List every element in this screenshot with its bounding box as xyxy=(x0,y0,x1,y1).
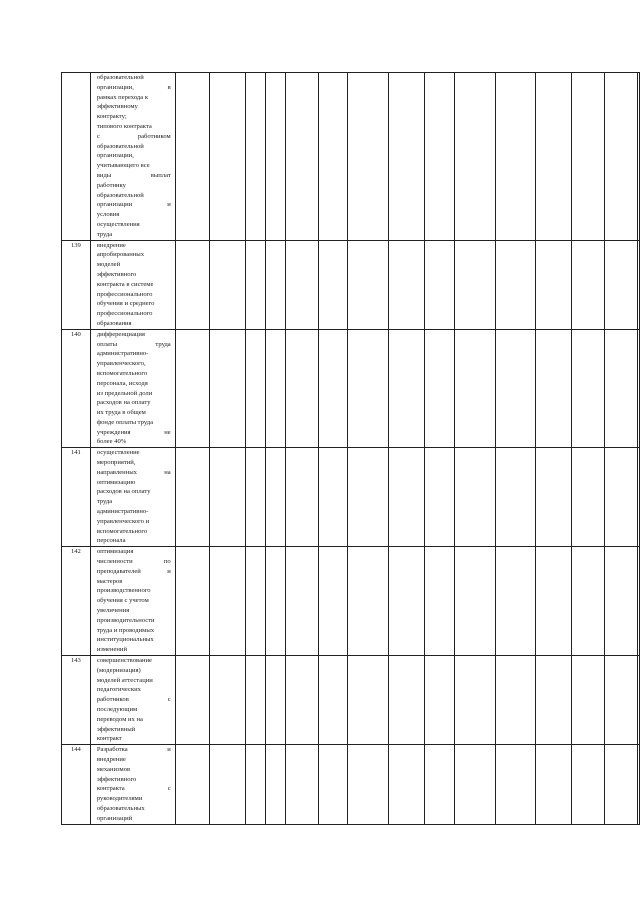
description-line xyxy=(94,507,173,517)
description-text: переводом их на xyxy=(96,715,143,723)
empty-cell xyxy=(285,240,319,329)
description-line xyxy=(94,517,173,527)
description-text: и xyxy=(167,567,171,575)
empty-cell xyxy=(454,656,495,745)
empty-cell xyxy=(246,240,266,329)
description-text: контракту; xyxy=(96,113,127,121)
description-text: эффективного xyxy=(96,775,137,783)
empty-cell xyxy=(347,240,388,329)
description-text: производительности xyxy=(96,616,155,624)
empty-cell xyxy=(175,240,210,329)
description-line xyxy=(94,586,173,596)
measure-description xyxy=(90,240,175,329)
empty-cell xyxy=(496,240,535,329)
description-line xyxy=(94,616,173,626)
empty-cell xyxy=(175,656,210,745)
empty-cell xyxy=(389,448,425,547)
description-line xyxy=(94,775,173,785)
empty-cell xyxy=(175,448,210,547)
empty-cell xyxy=(637,745,639,824)
description-text: по xyxy=(163,558,171,566)
description-line xyxy=(94,487,173,497)
measure-description xyxy=(90,547,175,656)
description-line xyxy=(94,132,173,142)
empty-cell xyxy=(246,448,266,547)
description-line xyxy=(94,596,173,606)
description-text: персонала xyxy=(96,537,126,545)
description-line xyxy=(94,250,173,260)
empty-cell xyxy=(424,329,454,448)
empty-cell xyxy=(210,329,246,448)
empty-cell xyxy=(535,656,572,745)
row-number: 139 xyxy=(62,240,91,329)
description-text: учреждения xyxy=(96,428,131,436)
empty-cell xyxy=(424,547,454,656)
row-number: 140 xyxy=(62,329,91,448)
empty-cell xyxy=(175,547,210,656)
table-row xyxy=(62,547,640,656)
empty-cell xyxy=(265,73,285,241)
description-text: мероприятий, xyxy=(96,459,136,467)
description-line xyxy=(94,666,173,676)
description-line xyxy=(94,794,173,804)
measure-description xyxy=(90,329,175,448)
empty-cell xyxy=(572,240,605,329)
empty-cell xyxy=(496,656,535,745)
description-text: осуществление xyxy=(96,449,140,457)
row-number: 142 xyxy=(62,547,91,656)
empty-cell xyxy=(265,547,285,656)
description-text: и xyxy=(167,746,171,754)
description-line xyxy=(94,676,173,686)
description-text: численности xyxy=(96,558,133,566)
description-line xyxy=(94,784,173,794)
empty-cell xyxy=(347,547,388,656)
description-line xyxy=(94,527,173,537)
description-text: работников xyxy=(96,696,129,704)
empty-cell xyxy=(424,73,454,241)
empty-cell xyxy=(319,329,347,448)
description-text: преподавателей xyxy=(96,567,141,575)
description-line xyxy=(94,458,173,468)
empty-cell xyxy=(175,329,210,448)
description-text: административно- xyxy=(96,508,149,516)
empty-cell xyxy=(285,73,319,241)
empty-cell xyxy=(496,448,535,547)
description-text: изменений xyxy=(96,646,127,654)
empty-cell xyxy=(265,656,285,745)
empty-cell xyxy=(424,656,454,745)
empty-cell xyxy=(319,73,347,241)
description-text: персонала, исходя xyxy=(96,379,148,387)
empty-cell xyxy=(605,656,638,745)
description-line xyxy=(94,73,173,83)
description-text: не xyxy=(164,428,171,436)
empty-cell xyxy=(175,745,210,824)
description-text: производственного xyxy=(96,587,151,595)
measure-description xyxy=(90,745,175,824)
description-line xyxy=(94,161,173,171)
empty-cell xyxy=(389,547,425,656)
description-line xyxy=(94,349,173,359)
description-line xyxy=(94,340,173,350)
description-line xyxy=(94,309,173,319)
description-line xyxy=(94,290,173,300)
description-line xyxy=(94,567,173,577)
description-line xyxy=(94,626,173,636)
description-text: фонде оплаты труда xyxy=(96,418,154,426)
empty-cell xyxy=(572,547,605,656)
description-line xyxy=(94,112,173,122)
table-row xyxy=(62,745,640,824)
empty-cell xyxy=(572,656,605,745)
description-text: образовательной xyxy=(96,142,144,150)
empty-cell xyxy=(454,745,495,824)
description-text: обучения и среднего xyxy=(96,300,155,308)
description-line xyxy=(94,705,173,715)
description-text: типового контракта xyxy=(96,122,152,130)
description-text: осуществления xyxy=(96,220,140,228)
description-line xyxy=(94,478,173,488)
empty-cell xyxy=(347,656,388,745)
empty-cell xyxy=(389,73,425,241)
measure-description xyxy=(90,448,175,547)
table-row xyxy=(62,656,640,745)
description-line xyxy=(94,734,173,744)
description-text: оплаты xyxy=(96,340,117,348)
description-text: оптимизацию xyxy=(96,478,136,486)
description-line xyxy=(94,635,173,645)
empty-cell xyxy=(389,329,425,448)
empty-cell xyxy=(265,448,285,547)
description-text: контракта xyxy=(96,785,125,793)
description-text: педагогических xyxy=(96,686,141,694)
empty-cell xyxy=(285,448,319,547)
description-line xyxy=(94,765,173,775)
description-text: организации, xyxy=(96,152,134,160)
description-line xyxy=(94,171,173,181)
measure-description xyxy=(90,656,175,745)
description-text: профессионального xyxy=(96,310,153,318)
empty-cell xyxy=(246,656,266,745)
description-line xyxy=(94,122,173,132)
description-text: на xyxy=(164,468,171,476)
empty-cell xyxy=(572,448,605,547)
description-line xyxy=(94,191,173,201)
description-text: институциональных xyxy=(96,636,154,644)
empty-cell xyxy=(454,73,495,241)
description-text: моделей xyxy=(96,261,121,269)
description-text: механизмов xyxy=(96,765,131,773)
description-line xyxy=(94,241,173,251)
empty-cell xyxy=(210,547,246,656)
empty-cell xyxy=(389,240,425,329)
empty-cell xyxy=(535,329,572,448)
empty-cell xyxy=(572,73,605,241)
description-text: обучения с учетом xyxy=(96,597,149,605)
description-line xyxy=(94,656,173,666)
description-text: организации xyxy=(96,201,133,209)
description-text: выплат xyxy=(150,171,171,179)
empty-cell xyxy=(605,547,638,656)
description-text: учитывающего все xyxy=(96,162,150,170)
description-text: организации, xyxy=(96,83,134,91)
empty-cell xyxy=(424,448,454,547)
description-line xyxy=(94,448,173,458)
description-text: последующим xyxy=(96,706,138,713)
description-text: более 40% xyxy=(96,438,127,446)
description-text: увеличения xyxy=(96,607,130,615)
empty-cell xyxy=(285,745,319,824)
empty-cell xyxy=(605,329,638,448)
measure-description xyxy=(90,73,175,241)
description-text: дифференциация xyxy=(96,330,145,338)
empty-cell xyxy=(637,547,639,656)
description-line xyxy=(94,102,173,112)
empty-cell xyxy=(637,448,639,547)
table-row xyxy=(62,240,640,329)
description-text: внедрение xyxy=(96,755,126,763)
empty-cell xyxy=(637,329,639,448)
description-line xyxy=(94,220,173,230)
description-text: профессионального xyxy=(96,290,153,298)
empty-cell xyxy=(424,745,454,824)
description-text: контракта в системе xyxy=(96,280,154,288)
description-text: в xyxy=(167,83,171,91)
description-line xyxy=(94,557,173,567)
description-text: труда xyxy=(155,340,171,348)
table-row xyxy=(62,448,640,547)
empty-cell xyxy=(424,240,454,329)
row-number: 144 xyxy=(62,745,91,824)
empty-cell xyxy=(605,448,638,547)
description-text: эффективного xyxy=(96,270,137,278)
description-text: расходов на оплату xyxy=(96,488,151,496)
empty-cell xyxy=(496,745,535,824)
empty-cell xyxy=(265,240,285,329)
description-text: труда xyxy=(96,230,113,238)
table-row xyxy=(62,73,640,241)
empty-cell xyxy=(454,547,495,656)
description-line xyxy=(94,369,173,379)
empty-cell xyxy=(210,240,246,329)
description-line xyxy=(94,685,173,695)
description-text: работнику xyxy=(96,181,126,189)
description-text: (модернизация) xyxy=(96,666,141,674)
empty-cell xyxy=(535,240,572,329)
row-number: 143 xyxy=(62,656,91,745)
empty-cell xyxy=(637,240,639,329)
empty-cell xyxy=(246,73,266,241)
description-line xyxy=(94,181,173,191)
description-line xyxy=(94,319,173,329)
empty-cell xyxy=(347,73,388,241)
description-line xyxy=(94,200,173,210)
description-text: организаций xyxy=(96,814,133,822)
empty-cell xyxy=(605,73,638,241)
empty-cell xyxy=(347,448,388,547)
empty-cell xyxy=(319,240,347,329)
empty-cell xyxy=(637,656,639,745)
empty-cell xyxy=(319,547,347,656)
description-line xyxy=(94,745,173,755)
description-text: образовательной xyxy=(96,74,144,81)
description-text: мастеров xyxy=(96,577,123,585)
description-text: моделей аттестации xyxy=(96,676,153,684)
empty-cell xyxy=(210,745,246,824)
description-line xyxy=(94,270,173,280)
description-line xyxy=(94,83,173,93)
description-line xyxy=(94,408,173,418)
empty-cell xyxy=(535,745,572,824)
description-text: образования xyxy=(96,319,132,327)
description-line xyxy=(94,536,173,546)
description-line xyxy=(94,547,173,557)
description-text: оптимизация xyxy=(96,548,134,556)
description-line xyxy=(94,359,173,369)
description-line xyxy=(94,725,173,735)
description-text: с xyxy=(167,785,171,793)
description-text: с xyxy=(96,132,100,140)
empty-cell xyxy=(285,656,319,745)
empty-cell xyxy=(572,329,605,448)
description-text: совершенствование xyxy=(96,657,152,665)
description-text: и xyxy=(167,201,171,209)
empty-cell xyxy=(246,745,266,824)
description-text: эффективному xyxy=(96,103,138,111)
description-text: образовательных xyxy=(96,804,145,812)
empty-cell xyxy=(605,240,638,329)
description-line xyxy=(94,814,173,824)
description-line xyxy=(94,93,173,103)
empty-cell xyxy=(496,547,535,656)
empty-cell xyxy=(210,448,246,547)
empty-cell xyxy=(285,329,319,448)
empty-cell xyxy=(535,73,572,241)
description-line xyxy=(94,695,173,705)
description-text: направленных xyxy=(96,468,137,476)
description-line xyxy=(94,606,173,616)
table-row xyxy=(62,329,640,448)
description-text: из предельной доли xyxy=(96,389,153,397)
description-text: административно- xyxy=(96,350,149,358)
description-line xyxy=(94,260,173,270)
empty-cell xyxy=(347,329,388,448)
empty-cell xyxy=(389,656,425,745)
description-text: вспомогательного xyxy=(96,369,148,377)
description-line xyxy=(94,804,173,814)
empty-cell xyxy=(210,656,246,745)
empty-cell xyxy=(175,73,210,241)
empty-cell xyxy=(496,329,535,448)
description-text: виды xyxy=(96,171,112,179)
description-text: рамках перехода к xyxy=(96,93,149,101)
description-text: образовательной xyxy=(96,191,144,199)
description-text: управленческого и xyxy=(96,517,150,525)
measures-table xyxy=(61,72,640,825)
description-line xyxy=(94,230,173,240)
description-line xyxy=(94,142,173,152)
description-text: управленческого, xyxy=(96,360,146,368)
description-line xyxy=(94,389,173,399)
empty-cell xyxy=(265,329,285,448)
empty-cell xyxy=(535,448,572,547)
description-text: внедрение xyxy=(96,241,126,249)
description-line xyxy=(94,428,173,438)
empty-cell xyxy=(246,547,266,656)
empty-cell xyxy=(319,448,347,547)
description-text: апробированных xyxy=(96,251,144,259)
description-text: работником xyxy=(137,132,171,140)
description-text: вспомогательного xyxy=(96,527,148,535)
empty-cell xyxy=(210,73,246,241)
description-text: расходов на оплату xyxy=(96,399,151,407)
description-text: Разработка xyxy=(96,746,128,754)
empty-cell xyxy=(454,448,495,547)
description-line xyxy=(94,437,173,447)
description-line xyxy=(94,280,173,290)
description-line xyxy=(94,715,173,725)
description-text: их труда в общем xyxy=(96,409,146,417)
description-line xyxy=(94,151,173,161)
description-line xyxy=(94,330,173,340)
empty-cell xyxy=(285,547,319,656)
description-text: эффективный xyxy=(96,725,136,733)
empty-cell xyxy=(389,745,425,824)
row-number xyxy=(62,73,91,241)
description-line xyxy=(94,398,173,408)
empty-cell xyxy=(535,547,572,656)
empty-cell xyxy=(572,745,605,824)
empty-cell xyxy=(319,745,347,824)
description-line xyxy=(94,299,173,309)
empty-cell xyxy=(319,656,347,745)
empty-cell xyxy=(246,329,266,448)
description-line xyxy=(94,645,173,655)
empty-cell xyxy=(454,240,495,329)
row-number: 141 xyxy=(62,448,91,547)
empty-cell xyxy=(637,73,639,241)
empty-cell xyxy=(454,329,495,448)
description-text: труда и проводимых xyxy=(96,626,155,634)
description-text: руководителями xyxy=(96,795,143,803)
empty-cell xyxy=(605,745,638,824)
empty-cell xyxy=(347,745,388,824)
description-line xyxy=(94,379,173,389)
description-text: условия xyxy=(96,211,120,219)
empty-cell xyxy=(265,745,285,824)
description-line xyxy=(94,418,173,428)
description-line xyxy=(94,497,173,507)
description-line xyxy=(94,468,173,478)
description-line xyxy=(94,755,173,765)
description-line xyxy=(94,577,173,587)
description-text: контракт xyxy=(96,735,122,743)
empty-cell xyxy=(496,73,535,241)
description-text: с xyxy=(167,696,171,704)
description-line xyxy=(94,210,173,220)
description-text: труда xyxy=(96,498,113,506)
